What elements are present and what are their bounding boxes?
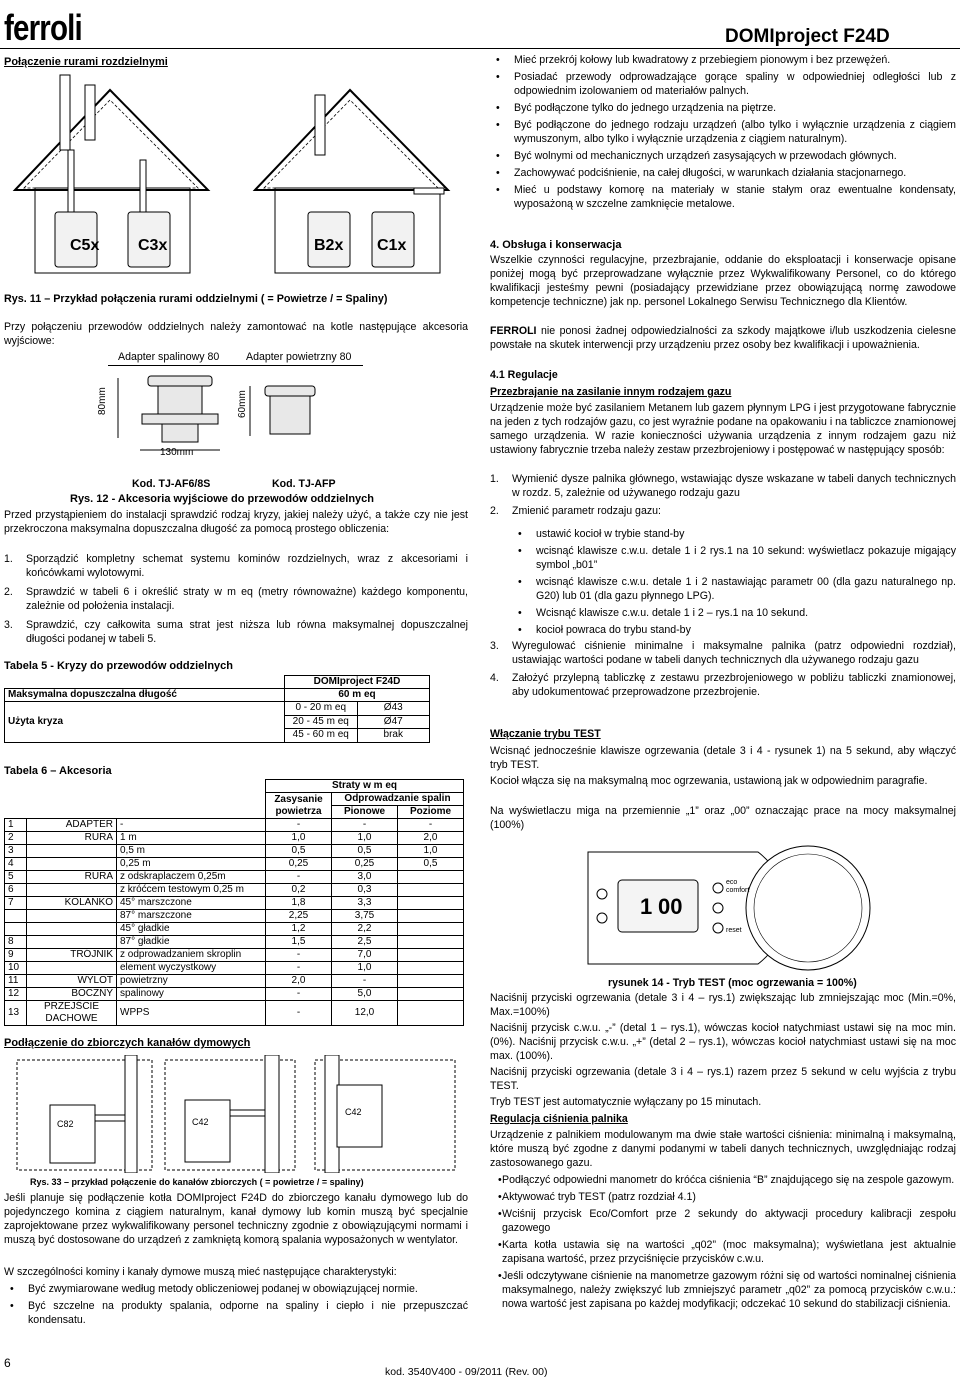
fig12-adapters — [100, 368, 370, 468]
t5-kryza-label: Użyta kryza — [5, 702, 285, 743]
gas-title: Przezbrajanie na zasilanie innym rodzajem gazu — [490, 386, 732, 398]
table6-row: 1 ADAPTER - - - - — [5, 819, 464, 832]
control-knob — [746, 846, 870, 970]
table5: DOMIproject F24D Maksymalna dopuszczalna długość 60 m eq Użyta kryza 0 - 20 m eq Ø43 20 - 45 m eq Ø47 45 - 60 m eq brak — [4, 675, 430, 743]
chars-item: • Być podłączone do jednego rodzaju urządzeń (albo tylko i wyłącznie urządzenia z ciągiem wymuszonym, albo tylko i wyłącznie urządzenia z ciągiem naturalnym). — [488, 119, 956, 147]
fig14-control-panel — [578, 832, 878, 972]
panel-digit-00: 00 — [658, 894, 683, 919]
gas-substeps — [510, 528, 956, 641]
fig11-label-b2x: B2x — [314, 237, 344, 254]
pressure-item: • Karta kotła ustawia się na wartości „q02” (moc maksymalna); wyświetlana jest aktualnie zapisana wartość, przez przyciśnięcie przycisków c.w.u. — [490, 1239, 956, 1267]
house-left — [15, 75, 208, 273]
table6-row: 8 87° gładkie 1,5 2,5 — [5, 936, 464, 949]
dim-130mm: 130mm — [160, 447, 194, 458]
fig11-label-c1x: C1x — [377, 237, 407, 254]
table6: Straty w m eq Zasysanie powietrza Odprowadzanie spalin Pionowe Poziome 1 ADAPTER - - - - 2 RURA 1 m 1,0 1,0 2,0 3 0,5 m 0,5 0,5 1,0 4 0,25 m 0,25 0,25 0,5 5 RURA z odskraplaczem 0,25m - 3,0 6 z króćcem testowym 0,25 m 0,2 0,3 7 KOLANKO 45° marszczone 1,8 3,3 87° marszczone 2,25 3,75 45° gładkie 1,2 2,2 8 87° gładkie 1,5 2,5 9 TRÓJNIK z odprowadzaniem skroplin - 7,0 10 element wyczystkowy - 1,0 11 WYLOT powietrzny 2,0 - 12 BOCZNY spalinowy - 5,0 13 PRZEJŚCIE DACHOWE WPPS - 12,0 — [4, 779, 464, 1026]
code-a: Kod. TJ-AF6/8S — [132, 478, 211, 490]
building-1 — [17, 1055, 152, 1173]
pressure-item: • Jeśli odczytywane ciśnienie na manometrze gazowym różni się od wartości nominalnej ciśnienia maksymalnego, należy zwiększyć lub zmniejszyć parametr „q02” za pomocą przycisków c.w.u.: nowa wartość jest zapisana po każdej modyfikacji; odczekać 10 sekund do stabilizacji ciśnienia. — [490, 1270, 956, 1312]
gas-substep: • wcisnąć klawisze c.w.u. detale 1 i 2 nastawiając parametr 00 (dla gazu naturalnego np. G20) lub 01 (dla gazu płynnego LPG). — [510, 576, 956, 604]
step-item: 3. Sprawdzić, czy całkowita suma strat jest niższa lub równa maksymalnej dopuszczalnej długości podanej w tabeli 5. — [4, 618, 468, 645]
fig33-label-c42a: C42 — [192, 1117, 209, 1127]
chars-item: • Mieć przekrój kołowy lub kwadratowy z przebiegiem pionowym i bez przewężeń. — [488, 54, 956, 68]
after-fig-4: Tryb TEST jest automatycznie wyłączany po 15 minutach. — [490, 1096, 762, 1108]
table5-title: Tabela 5 - Kryzy do przewodów oddzielnych — [4, 660, 233, 672]
chars-intro: W szczególności kominy i kanały dymowe muszą mieć następujące charakterystyki: — [4, 1266, 397, 1278]
ferroli-paragraph: FERROLI nie ponosi żadnej odpowiedzialności za szkody majątkowe i/lub uszkodzenia cielesne powstałe na skutek interwencji przy urządzeniu przez osoby bez kwalifikacji i upoważnienia. — [490, 325, 956, 351]
section1-title: Połączenie rurami rozdzielnymi — [4, 56, 168, 68]
adapters-divider — [108, 365, 363, 366]
table6-row: 7 KOLANKO 45° marszczone 1,8 3,3 — [5, 897, 464, 910]
gas-substep: • kocioł powraca do trybu stand-by — [510, 624, 956, 638]
pressure-item: • Wciśnij przycisk Eco/Comfort prze 2 sekundy do aktywacji procedury kalibracji zespołu gazowego — [490, 1208, 956, 1236]
table6-row: 4 0,25 m 0,25 0,25 0,5 — [5, 858, 464, 871]
table6-row: 11 WYLOT powietrzny 2,0 - — [5, 975, 464, 988]
building-3 — [315, 1055, 455, 1173]
gas-step: 3. Wyregulować ciśnienie minimalne i maksymalne palnika (patrz odpowiedni rozdział), ustawiając wartości podane w tabeli danych technicznych dla używanego rodzaju gazu — [490, 640, 956, 666]
table6-title: Tabela 6 – Akcesoria — [4, 765, 112, 777]
section2-title: Podłączenie do zbiorczych kanałów dymowych — [4, 1037, 251, 1049]
section4-paragraph: Wszelkie czynności regulacyjne, przezbrajanie, oddanie do eksploatacji i konserwacje opisane poniżej mogą być przeprowadzane wyłącznie przez Wykwalifikowany Personel, co do którego kwalifikacji jesteśmy pewni (posiadający przewidziane przez obowiązującą normę zawodowe kompetencje techniczne) jak np. personel Lokalnego Serwisu Technicznego dla Klientów. — [490, 254, 956, 308]
t5-model: DOMIproject F24D — [285, 676, 430, 689]
gas-substep: • wcisnąć klawisze c.w.u. detale 1 i 2 rys.1 na 10 sekund: wyświetlacz pokazuje migający symbol „b01” — [510, 545, 956, 573]
building-2 — [165, 1055, 295, 1173]
pressure-item: • Aktywować tryb TEST (patrz rozdział 4.1) — [490, 1191, 956, 1205]
table6-row: 5 RURA z odskraplaczem 0,25m - 3,0 — [5, 871, 464, 884]
model-title: DOMIproject F24D — [725, 26, 890, 47]
pressure-list — [490, 1174, 956, 1315]
section41-title: 4.1 Regulacje — [490, 369, 558, 381]
adapter-b-title: Adapter powietrzny 80 — [246, 351, 352, 363]
chars-item: • Być wolnymi od mechanicznych urządzeń zasysających w przewodach głównych. — [488, 150, 956, 164]
chars-item: • Mieć u podstawy komorę na materiały w stanie stałym oraz ewentualne kondensaty, wyposażoną w szczelne zamknięcie metalowe. — [488, 184, 956, 212]
gas-step: 1. Wymienić dysze palnika głównego, wstawiając dysze wskazane w tabeli danych technicznych w rozdz. 5, zależnie od używanego rodzaju gazu — [490, 473, 956, 499]
chars-item: • Być zwymiarowane według metody obliczeniowej podanej w obowiązującej normie. — [2, 1283, 468, 1297]
code-b: Kod. TJ-AFP — [272, 478, 336, 490]
gas-substep: • Wcisnąć klawisze c.w.u. detale 1 i 2 – rys.1 na 10 sekund. — [510, 607, 956, 621]
header-rule — [0, 48, 960, 49]
steps-list — [4, 553, 468, 650]
chars-item: • Posiadać przewody odprowadzające gorące spaliny w odpowiedniej odległości lub z odpowiednim izolowaniem od materiałów palnych. — [488, 71, 956, 99]
fig11-label-c5x: C5x — [70, 237, 100, 254]
t5-max-label: Maksymalna dopuszczalna długość — [5, 689, 285, 702]
gas-substep: • ustawić kocioł w trybie stand-by — [510, 528, 956, 542]
chars-list-cont — [488, 54, 956, 215]
fig11-houses — [10, 70, 465, 280]
chars-item: • Zachowywać podciśnienie, na całej długości, w warunkach działania stacjonarnego. — [488, 167, 956, 181]
page-number: 6 — [4, 1356, 11, 1370]
intro-accessories: Przy połączeniu przewodów oddzielnych należy zamontować na kotle następujące akcesoria wyjściowe: — [4, 321, 468, 347]
panel-label-eco: eco — [726, 879, 738, 886]
panel-label-comfort: comfort — [726, 887, 750, 894]
table6-row: 2 RURA 1 m 1,0 1,0 2,0 — [5, 832, 464, 845]
gas-step: 4. Założyć przylepną tabliczkę z zestawu przezbrojeniowego w pobliżu tabliczki znamionowej, aby udokumentować przeprowadzone przezbrojenie. — [490, 671, 956, 698]
pressure-title: Regulacja ciśnienia palnika — [490, 1113, 628, 1125]
after-fig-1: Naciśnij przyciski ogrzewania (detale 3 i 4 – rys.1) zwiększając lub zmniejszając moc (Min.=0%, Max.=100%) — [490, 992, 956, 1018]
table6-row: 12 BOCZNY spalinowy - 5,0 — [5, 988, 464, 1001]
collective-paragraph: Jeśli planuje się podłączenie kotła DOMIproject F24D do zbiorczego kanału dymowego lub do pojedynczego komina z ciągiem naturalnym, kanał dymowy lub komin muszą być specjalnie zaprojektowane przez wykwalifikowany personel techniczny zgodnie z obowiązującymi normami i muszą być dostosowane do urządzeń z zamkniętą komorą spalania wyposażonych w wentylator. — [4, 1192, 468, 1246]
fig11-caption: Rys. 11 – Przykład połączenia rurami oddzielnymi ( = Powietrze / = Spaliny) — [4, 293, 388, 305]
gas-step: 2. Zmienić parametr rodzaju gazu: — [490, 504, 661, 517]
test-paragraph-3: Na wyświetlaczu miga na przemiennie „1” oraz „00” oznaczając prace na mocy maksymalnej (100%) — [490, 805, 956, 831]
section4-title: 4. Obsługa i konserwacja — [490, 239, 622, 251]
fig33-caption: Rys. 33 – przykład połączenie do kanałów zbiorczych ( = powietrze / = spaliny) — [30, 1177, 364, 1187]
table6-row: 45° gładkie 1,2 2,2 — [5, 923, 464, 936]
pressure-paragraph: Urządzenie z palnikiem modulowanym ma dwie stałe wartości ciśnienia: minimalną i maksymalną, które muszą być zgodne z danymi podanymi w tabeli danych technicznych, uwzględniając rodzaj zastosowanego gazu. — [490, 1129, 956, 1169]
chars-list — [2, 1283, 468, 1331]
fig33-collective — [15, 1055, 465, 1173]
gas-steps-1-2 — [490, 473, 956, 522]
fig12-caption: Rys. 12 - Akcesoria wyjściowe do przewodów oddzielnych — [70, 493, 375, 505]
chars-item: • Być szczelne na produkty spalania, odporne na spaliny i ciepło i nie przepuszczać kondensatu. — [2, 1300, 468, 1328]
adapter-flue — [142, 376, 218, 442]
adapter-air — [265, 386, 315, 434]
logo-text: ferroli — [4, 7, 82, 48]
panel-label-reset: reset — [726, 927, 742, 934]
chars-item: • Być podłączone tylko do jednego urządzenia na piętrze. — [488, 102, 956, 116]
gas-paragraph: Urządzenie może być zasilaniem Metanem lub gazem płynnym LPG i jest przygotowane fabrycznie na jeden z tych rodzajów gazu, co jest wyraźnie podane na opakowaniu i na tabliczce znamionowej samego urządzenia. W razie konieczności używania urządzenia z innym rodzajem gazu niż ustawiony fabrycznie trzeba należy zestaw przezbrojeniowy i postępować w następujący sposób: — [490, 402, 956, 456]
t5-max-value: 60 m eq — [285, 689, 430, 702]
test-paragraph-1: Wcisnąć jednocześnie klawisze ogrzewania (detale 3 i 4 - rysunek 1) na 5 sekund, aby włączyć tryb TEST. — [490, 745, 956, 771]
after-fig-3: Naciśnij przyciski ogrzewania (detale 3 i 4 – rys.1) razem przez 5 sekund w celu wyjścia z trybu TEST. — [490, 1066, 956, 1092]
dim-80mm: 80mm — [97, 387, 108, 415]
test-paragraph-2: Kocioł włącza się na maksymalną moc ogrzewania, ustawioną jak w odpowiednim paragrafie. — [490, 775, 928, 787]
step-item: 2. Sprawdzić w tabeli 6 i określić straty w m eq (metry równoważne) każdego komponentu, zależnie od położenia instalacji. — [4, 585, 468, 612]
fig33-label-c82: C82 — [57, 1119, 74, 1129]
test-title: Włączanie trybu TEST — [490, 728, 601, 740]
ferroli-logo — [4, 4, 84, 48]
table6-row: 10 element wyczystkowy - 1,0 — [5, 962, 464, 975]
step-item: 1. Sporządzić kompletny schemat systemu kominów rozdzielnych, wraz z akcesoriami i końcówkami wylotowymi. — [4, 553, 468, 579]
fig11-label-c3x: C3x — [138, 237, 168, 254]
table6-row: 13 PRZEJŚCIE DACHOWE WPPS - 12,0 — [5, 1001, 464, 1026]
panel-digit-1: 1 — [640, 894, 653, 919]
footer-code: kod. 3540V400 - 09/2011 (Rev. 00) — [385, 1366, 548, 1378]
table6-row: 9 TRÓJNIK z odprowadzaniem skroplin - 7,0 — [5, 949, 464, 962]
table6-row: 3 0,5 m 0,5 0,5 1,0 — [5, 845, 464, 858]
house-right — [255, 90, 448, 273]
table6-row: 87° marszczone 2,25 3,75 — [5, 910, 464, 923]
table6-body — [5, 819, 464, 1026]
before-install-text: Przed przystąpieniem do instalacji sprawdzić rodzaj kryzy, jakiej należy użyć, a także czy nie jest przekroczona maksymalna dopuszczalna długość za pomocą prostego obliczenia: — [4, 509, 468, 535]
fig14-caption: rysunek 14 - Tryb TEST (moc ogrzewania = 100%) — [608, 977, 857, 989]
table6-row: 6 z króćcem testowym 0,25 m 0,2 0,3 — [5, 884, 464, 897]
gas-steps-3-4 — [490, 640, 956, 703]
adapter-a-title: Adapter spalinowy 80 — [118, 351, 220, 363]
after-fig-2: Naciśnij przycisk c.w.u. „-” (detal 1 – rys.1), wówczas kocioł natychmiast ustawi się na moc min. (0%). Naciśnij przycisk c.w.u. „+” (detal 2 – rys.1), wówczas kocioł natychmiast ustawi się na moc max. (100%). — [490, 1022, 956, 1062]
pressure-item: • Podłączyć odpowiedni manometr do króćca ciśnienia “B” znajdującego się na zespole gazowym. — [490, 1174, 956, 1188]
fig33-label-c42b: C42 — [345, 1107, 362, 1117]
dim-60mm: 60mm — [237, 390, 248, 418]
